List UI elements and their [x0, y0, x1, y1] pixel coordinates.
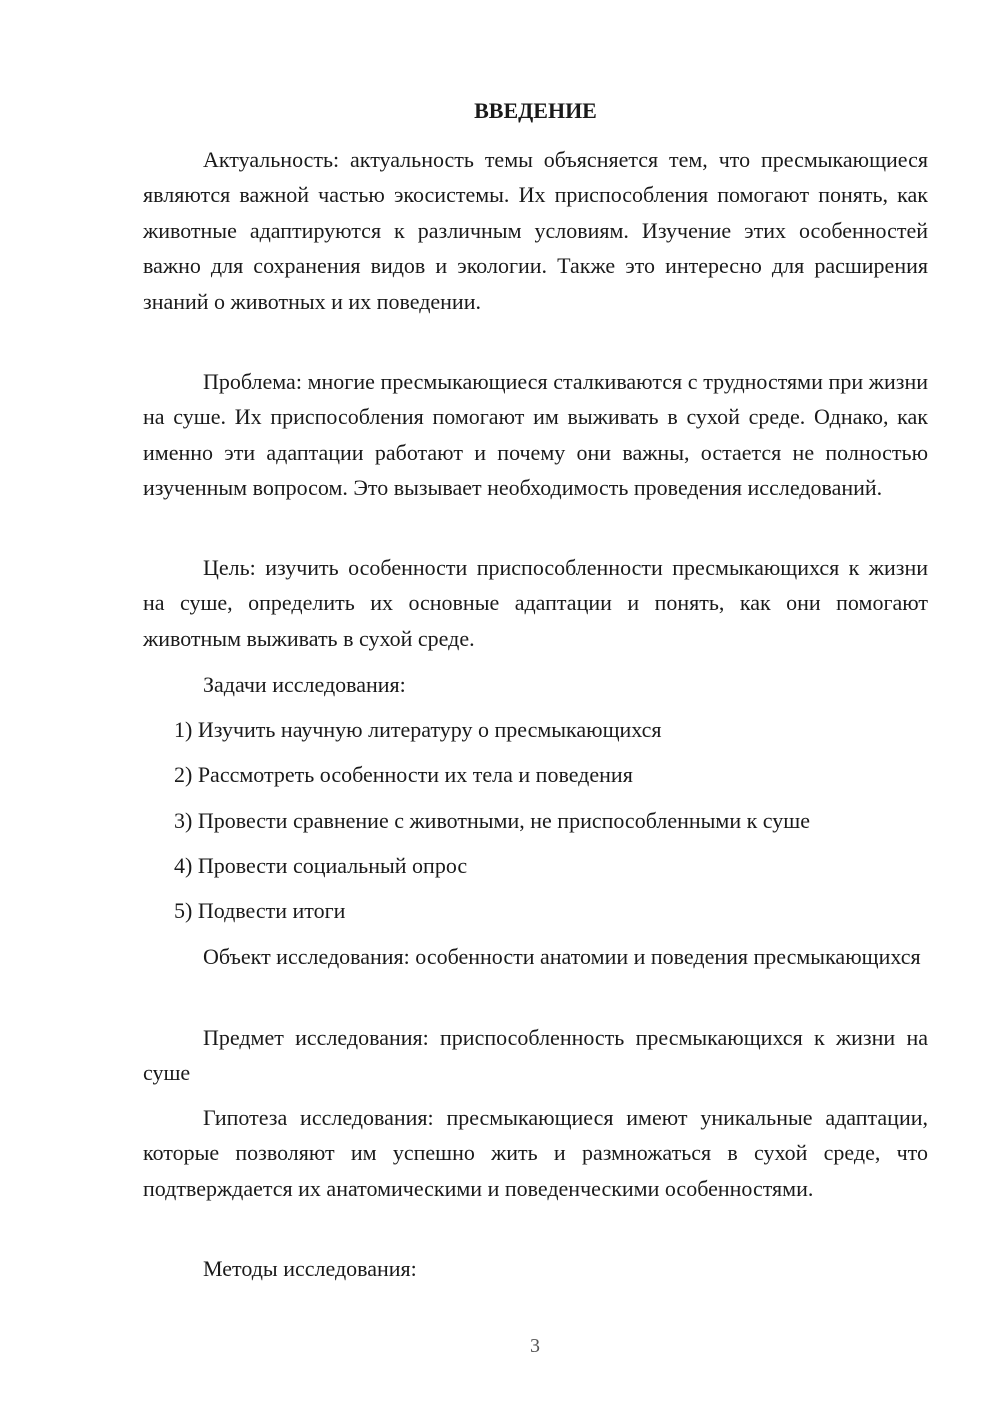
- list-item: 3) Провести сравнение с животными, не приспособленными к суше: [174, 808, 810, 833]
- paragraph-subject: Предмет исследования: приспособленность пресмыкающихся к жизни на суше: [143, 1025, 928, 1086]
- page-number: 3: [530, 1335, 540, 1357]
- page-title: ВВЕДЕНИЕ: [474, 98, 597, 123]
- paragraph-relevance: Актуальность: актуальность темы объясняется тем, что пресмыкающиеся являются важной частью экосистемы. Их приспособления помогают понять, как животные адаптируются к различным условиям. Изучение этих особенностей важно для сохранения видов и экологии. Также это интересно для расширения знаний о животных и их поведении.: [143, 147, 928, 314]
- list-item: 1) Изучить научную литературу о пресмыкающихся: [174, 717, 662, 742]
- list-item: 5) Подвести итоги: [174, 898, 346, 923]
- tasks-heading: Задачи исследования:: [203, 672, 406, 697]
- list-item: 4) Провести социальный опрос: [174, 853, 468, 878]
- paragraph-goal: Цель: изучить особенности приспособленности пресмыкающихся к жизни на суше, определить их основные адаптации и понять, как они помогают животным выживать в сухой среде.: [143, 555, 928, 651]
- paragraph-hypothesis: Гипотеза исследования: пресмыкающиеся имеют уникальные адаптации, которые позволяют им успешно жить и размножаться в сухой среде, что подтверждается их анатомическими и поведенческими особенностями.: [143, 1105, 928, 1201]
- methods-heading: Методы исследования:: [203, 1256, 417, 1281]
- list-item: 2) Рассмотреть особенности их тела и поведения: [174, 762, 633, 787]
- paragraph-object: Объект исследования: особенности анатомии и поведения пресмыкающихся: [203, 944, 921, 969]
- paragraph-problem: Проблема: многие пресмыкающиеся сталкиваются с трудностями при жизни на суше. Их приспособления помогают им выживать в сухой среде. Однако, как именно эти адаптации работают и почему они важны, остается не полностью изученным вопросом. Это вызывает необходимость проведения исследований.: [143, 369, 928, 501]
